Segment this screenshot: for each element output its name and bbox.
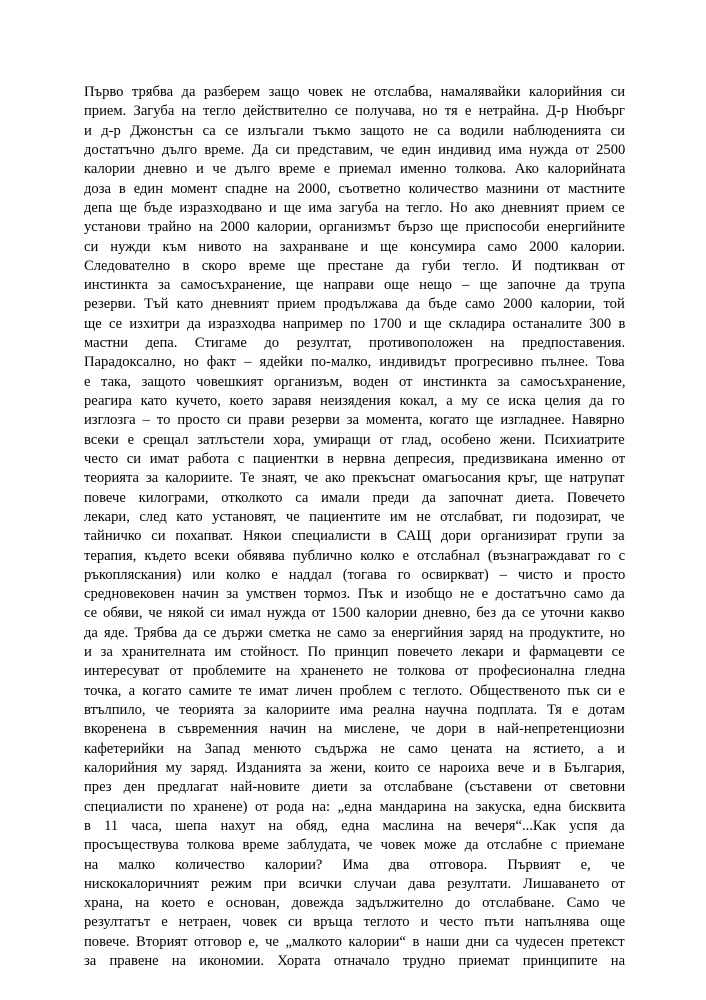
- text-line: специалисти по хранене) от рода на: „една мандарина на закуска, една бисквита: [84, 798, 626, 815]
- text-line: през ден предлагат най-новите диети за отслабване (съставени от световни: [84, 779, 626, 796]
- text-line: често си имат работа с пациентки в нервна депресия, предизвикана именно от: [84, 450, 626, 467]
- text-line: достатъчно дълго време. Да си представим, че един индивид има нужда от 2500: [84, 141, 626, 158]
- text-line: доза в един момент спадне на 2000, съответно количество мазнини от мастните: [84, 180, 626, 197]
- text-line: нискокалоричният режим при всички случаи дава резултати. Лишаването от: [84, 875, 625, 892]
- text-line: депа ще бъде изразходвано и ще има загуба на тегло. Но ако дневният прием се: [84, 199, 625, 216]
- text-line: тайничко си похапват. Някои специалисти в САЩ дори организират групи за: [84, 528, 625, 545]
- text-line: точка, а когато самите те имат личен проблем с теглото. Общественото пък си е: [84, 682, 625, 699]
- text-line: кафетерийки на Запад менюто съдържа не само цената на ястието, а и: [84, 740, 625, 757]
- text-line: инстинкта за самосъхранение, ще направи още нещо – ще започне да трупа: [84, 277, 626, 294]
- text-line: теорията за калориите. Те знаят, че ако прекъснат омагьосания кръг, ще натрупат: [84, 470, 625, 487]
- text-line: мастни депа. Стигаме до резултат, противоположен на предпоставения.: [84, 335, 626, 352]
- text-line: на малко количество калории? Има два отговора. Първият е, че: [84, 856, 625, 873]
- text-line: калорийния му заряд. Изданията за жени, които се нароиха вече и в България,: [84, 759, 626, 776]
- text-line: реагира като кучето, което заравя неизядения кокал, а му се иска целия да го: [84, 393, 625, 409]
- text-line: лекари, след като установят, че пациентите им не отслабват, ги подозират, че: [84, 508, 625, 525]
- text-line: резерви. Тъй като дневният прием продължава да бъде само 2000 калории, той: [84, 296, 625, 313]
- text-line: ръкопляскания) или колко е наддал (тогава го освиркват) – чисто и просто: [84, 566, 626, 583]
- text-line: ще се изхитри да изразходва например по 1700 и ще складира останалите 300 в: [84, 315, 626, 332]
- text-line: и за хранителната им стойност. По принцип повечето лекари и фармацевти се: [84, 644, 625, 661]
- text-line: в 11 часа, шепа нахут на обяд, една маслина на вечеря“...Как успя да: [84, 817, 625, 834]
- text-line: резултатът е нетраен, човек си връща теглото и често пъти напълнява още: [84, 914, 626, 931]
- text-line: вкоренена в съвременния начин на мислене, че дори в най-непретенциозни: [84, 721, 625, 738]
- text-line: Парадоксално, но факт – ядейки по-малко, индивидът прогресивно пълнее. Това: [84, 354, 625, 371]
- text-line: храна, на което е основан, довежда задължително до отслабване. Само че: [84, 895, 626, 912]
- text-line: си нужди към нивото на захранване и ще консумира само 2000 калории.: [84, 238, 626, 255]
- text-line: е така, защото човешкият организъм, воден от инстинкта за самосъхранение,: [84, 373, 626, 390]
- text-line: Първо трябва да разберем защо човек не отслабва, намалявайки калорийния си: [84, 84, 626, 100]
- text-line: интересуват от проблемите на храненето не толкова от професионална гледна: [84, 663, 626, 680]
- text-line: просъществува толкова време заблудата, че човек може да отслабне с приемане: [84, 837, 625, 854]
- text-line: калории дневно и че дълго време е приемал именно толкова. Ако калорийната: [84, 161, 626, 178]
- text-line: за правене на икономии. Хората отначало трудно приемат принципите на: [84, 953, 626, 970]
- text-line: Следователно в скоро време ще престане да губи тегло. И подтикван от: [84, 257, 625, 274]
- text-line: се обяви, че някой си имал нужда от 1500 калории дневно, без да се уточни какво: [84, 605, 625, 622]
- text-line: повече. Вторият отговор е, че „малкото калории“ в наши дни са чудесен претекст: [84, 933, 625, 950]
- text-line: терапия, където всеки обявява публично колко е отслабнал (възнаграждават го с: [84, 547, 626, 564]
- text-line: установи трайно на 2000 калории, организмът бързо ще приспособи енергийните: [84, 219, 625, 236]
- text-line: повече килограми, отколкото са имали преди да започнат диета. Повечето: [84, 489, 625, 506]
- text-line: и д-р Джонстън са се излъгали тъкмо защото не са водили наблюденията си: [84, 122, 625, 139]
- text-line: втълпило, че теорията за калориите има реална научна подплата. Тя е дотам: [84, 702, 625, 718]
- text-line: прием. Загуба на тегло действително се получава, но тя е нетрайна. Д-р Нюбърг: [84, 103, 625, 120]
- text-line: изглозга – то просто си прави резерви за момента, когато ще изгладнее. Навярно: [84, 412, 625, 429]
- text-line: средновековен начин за умствен тормоз. Пък и изобщо не е достатъчно само да: [84, 586, 625, 603]
- body-text: [84, 83, 625, 971]
- text-line: всеки е срещал затлъстели хора, умиращи от глад, особено жени. Психиатрите: [84, 431, 625, 448]
- text-line: да яде. Трябва да се държи сметка не само за енергийния заряд на продуктите, но: [84, 624, 625, 641]
